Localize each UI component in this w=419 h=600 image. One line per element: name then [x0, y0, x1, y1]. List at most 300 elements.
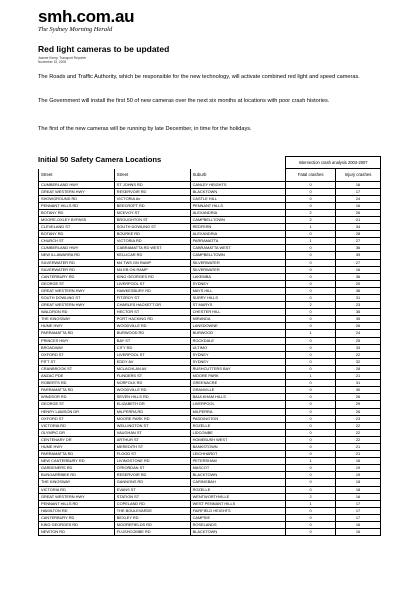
- camera-locations-table: [38, 156, 381, 536]
- suburb-cell: BANKSTOWN: [190, 443, 286, 450]
- cross-street-cell: FLUSHCOMBE RD: [114, 529, 190, 536]
- injury-crashes-cell: 28: [336, 231, 381, 238]
- cross-street-cell: CABRAMATTA RD WEST: [114, 245, 190, 252]
- suburb-cell: PETERSHAM: [190, 458, 286, 465]
- fatal-crashes-cell: 0: [286, 443, 336, 450]
- fatal-crashes-cell: 0: [286, 472, 336, 479]
- suburb-cell: BLACKTOWN: [190, 472, 286, 479]
- fatal-crashes-cell: 0: [286, 273, 336, 280]
- street-cell: PARRAMATTA RD: [39, 330, 115, 337]
- table-row: [39, 309, 381, 316]
- fatal-crashes-cell: 0: [286, 351, 336, 358]
- injury-crashes-cell: 26: [336, 209, 381, 216]
- column-header: Injury crashes: [336, 169, 381, 182]
- cross-street-cell: KING GEORGES RD: [114, 273, 190, 280]
- street-cell: OLYMPIC DR: [39, 429, 115, 436]
- table-row: [39, 295, 381, 302]
- table-row: [39, 529, 381, 536]
- fatal-crashes-cell: 0: [286, 280, 336, 287]
- injury-crashes-cell: 31: [336, 380, 381, 387]
- cross-street-cell: KELLICAR RD: [114, 252, 190, 259]
- cross-street-cell: M4 TWS ON RAMP: [114, 259, 190, 266]
- fatal-crashes-cell: 0: [286, 529, 336, 536]
- cross-street-cell: M4 EB ON RAMP: [114, 266, 190, 273]
- cross-street-cell: HECTOR ST: [114, 309, 190, 316]
- fatal-crashes-cell: 0: [286, 295, 336, 302]
- cross-street-cell: COPELAND RD: [114, 500, 190, 507]
- site-logo[interactable]: smh.com.au: [38, 7, 135, 26]
- suburb-cell: CHESTER HILL: [190, 309, 286, 316]
- fatal-crashes-cell: 0: [286, 202, 336, 209]
- table-row: [39, 401, 381, 408]
- fatal-crashes-cell: 0: [286, 365, 336, 372]
- fatal-crashes-cell: 0: [286, 401, 336, 408]
- cross-street-cell: NORFOLK RD: [114, 380, 190, 387]
- injury-crashes-cell: 16: [336, 493, 381, 500]
- table-row: [39, 181, 381, 188]
- injury-crashes-cell: 30: [336, 387, 381, 394]
- suburb-cell: REDFERN: [190, 224, 286, 231]
- table-row: [39, 507, 381, 514]
- suburb-cell: CAMPSIE: [190, 514, 286, 521]
- cross-street-cell: THE BOULEVARDE: [114, 507, 190, 514]
- cross-street-cell: WOODVILLE RD: [114, 387, 190, 394]
- table-row: [39, 252, 381, 259]
- street-cell: PITT ST: [39, 358, 115, 365]
- fatal-crashes-cell: 0: [286, 486, 336, 493]
- street-cell: HUME HWY: [39, 443, 115, 450]
- table-row: [39, 493, 381, 500]
- street-cell: CRANBROOK ST: [39, 365, 115, 372]
- injury-crashes-cell: 32: [336, 358, 381, 365]
- suburb-cell: CAMPBELLTOWN: [190, 252, 286, 259]
- suburb-cell: ROSELANDS: [190, 522, 286, 529]
- fatal-crashes-cell: 1: [286, 238, 336, 245]
- suburb-cell: ALEXANDRIA: [190, 231, 286, 238]
- street-cell: SILVERWATER RD: [39, 266, 115, 273]
- table-row: [39, 259, 381, 266]
- suburb-cell: ULTIMO: [190, 344, 286, 351]
- column-header: Street: [39, 169, 115, 182]
- suburb-cell: BURWOOD: [190, 330, 286, 337]
- suburb-cell: CASTLE HILL: [190, 195, 286, 202]
- column-header: Suburb: [190, 169, 286, 182]
- cross-street-cell: LIVERPOOL ST: [114, 280, 190, 287]
- suburb-cell: CANLEY HEIGHTS: [190, 181, 286, 188]
- cross-street-cell: MILPERRA RD: [114, 408, 190, 415]
- injury-crashes-cell: 22: [336, 436, 381, 443]
- suburb-cell: ALEXANDRIA: [190, 209, 286, 216]
- street-cell: WINDSOR RD: [39, 394, 115, 401]
- injury-crashes-cell: 22: [336, 351, 381, 358]
- table-row: [39, 380, 381, 387]
- fatal-crashes-cell: 0: [286, 344, 336, 351]
- cross-street-cell: GANNONS RD: [114, 479, 190, 486]
- cross-street-cell: STATION ST: [114, 493, 190, 500]
- table-row: [39, 500, 381, 507]
- fatal-crashes-cell: 0: [286, 436, 336, 443]
- fatal-crashes-cell: 1: [286, 224, 336, 231]
- suburb-cell: FAIRFIELD HEIGHTS: [190, 507, 286, 514]
- cross-street-cell: BOURKE RD: [114, 231, 190, 238]
- table-row: [39, 358, 381, 365]
- table-row: [39, 436, 381, 443]
- suburb-cell: LANSDOWNE: [190, 323, 286, 330]
- fatal-crashes-cell: 0: [286, 195, 336, 202]
- street-cell: NEWTON RD: [39, 529, 115, 536]
- fatal-crashes-cell: 0: [286, 380, 336, 387]
- street-cell: GEORGE ST: [39, 401, 115, 408]
- street-cell: CUMBERLAND HWY: [39, 181, 115, 188]
- table-row: [39, 429, 381, 436]
- suburb-cell: LIVERPOOL: [190, 401, 286, 408]
- cross-street-cell: BEECROFT RD: [114, 202, 190, 209]
- injury-crashes-cell: 36: [336, 309, 381, 316]
- injury-crashes-cell: 26: [336, 323, 381, 330]
- injury-crashes-cell: 34: [336, 224, 381, 231]
- fatal-crashes-cell: 0: [286, 514, 336, 521]
- cross-street-cell: BURWOOD RD: [114, 330, 190, 337]
- suburb-cell: CAMPBELLTOWN: [190, 216, 286, 223]
- fatal-crashes-cell: 0: [286, 245, 336, 252]
- table-row: [39, 266, 381, 273]
- street-cell: CHURCH ST: [39, 238, 115, 245]
- injury-crashes-cell: 29: [336, 401, 381, 408]
- suburb-cell: PENNANT HILLS: [190, 202, 286, 209]
- injury-crashes-cell: 27: [336, 238, 381, 245]
- suburb-cell: SILVERWATER: [190, 259, 286, 266]
- table-row: [39, 188, 381, 195]
- injury-crashes-cell: 16: [336, 458, 381, 465]
- street-cell: OXFORD ST: [39, 351, 115, 358]
- table-row: [39, 280, 381, 287]
- fatal-crashes-cell: 0: [286, 387, 336, 394]
- cross-street-cell: ST JOHNS RD: [114, 181, 190, 188]
- article-paragraph: The Government will install the first 50 of new cameras over the next six months at locations with poor crash histories.: [38, 98, 330, 104]
- table-row: [39, 479, 381, 486]
- street-cell: CLEVELAND ST: [39, 224, 115, 231]
- fatal-crashes-cell: 0: [286, 479, 336, 486]
- fatal-crashes-cell: 0: [286, 309, 336, 316]
- cross-street-cell: SOUTH DOWLING ST: [114, 224, 190, 231]
- cross-street-cell: EVANS ST: [114, 486, 190, 493]
- injury-crashes-cell: 21: [336, 451, 381, 458]
- street-cell: ANZAC PDE: [39, 373, 115, 380]
- fatal-crashes-cell: 0: [286, 394, 336, 401]
- cross-street-cell: HAWKESBURY RD: [114, 287, 190, 294]
- fatal-crashes-cell: 0: [286, 522, 336, 529]
- cross-street-cell: PORT HACKING RD: [114, 316, 190, 323]
- table-row: [39, 351, 381, 358]
- street-cell: CANTERBURY RD: [39, 273, 115, 280]
- fatal-crashes-cell: 0: [286, 415, 336, 422]
- fatal-crashes-cell: 2: [286, 302, 336, 309]
- table-row: [39, 330, 381, 337]
- suburb-cell: PARRAMATTA: [190, 238, 286, 245]
- street-cell: NEW ILLAWARRA RD: [39, 252, 115, 259]
- injury-crashes-cell: 16: [336, 529, 381, 536]
- suburb-cell: LIDCOMBE: [190, 429, 286, 436]
- street-cell: SOUTH DOWLING ST: [39, 295, 115, 302]
- table-row: [39, 451, 381, 458]
- cross-street-cell: MCEVOY ST: [114, 209, 190, 216]
- injury-crashes-cell: 28: [336, 365, 381, 372]
- street-cell: SHOWGROUND RD: [39, 195, 115, 202]
- street-cell: VICTORIA RD: [39, 486, 115, 493]
- injury-crashes-cell: 21: [336, 443, 381, 450]
- table-row: [39, 443, 381, 450]
- table-row: [39, 238, 381, 245]
- table-row: [39, 344, 381, 351]
- cross-street-cell: FLINDERS ST: [114, 373, 190, 380]
- byline-date: November 15, 2008: [38, 60, 66, 64]
- cross-street-cell: VICTORIA Av: [114, 195, 190, 202]
- street-cell: PENNANT HILLS RD: [39, 500, 115, 507]
- suburb-cell: PADDINGTON: [190, 415, 286, 422]
- injury-crashes-cell: 27: [336, 259, 381, 266]
- cross-street-cell: O'RIORDAN ST: [114, 465, 190, 472]
- suburb-cell: GRANVILLE: [190, 387, 286, 394]
- table-row: [39, 273, 381, 280]
- table-row: [39, 365, 381, 372]
- cross-street-cell: CITY RD: [114, 344, 190, 351]
- injury-crashes-cell: 16: [336, 181, 381, 188]
- injury-crashes-cell: 18: [336, 486, 381, 493]
- street-cell: CUMBERLAND HWY: [39, 245, 115, 252]
- injury-crashes-cell: 36: [336, 273, 381, 280]
- injury-crashes-cell: 19: [336, 465, 381, 472]
- cross-street-cell: FLOOD ST: [114, 451, 190, 458]
- table-row: [39, 195, 381, 202]
- suburb-cell: MILPERRA: [190, 408, 286, 415]
- fatal-crashes-cell: 0: [286, 287, 336, 294]
- injury-crashes-cell: 16: [336, 266, 381, 273]
- masthead: [38, 8, 134, 34]
- street-cell: GREAT WESTERN HWY: [39, 287, 115, 294]
- cross-street-cell: LIVINGSTONE RD: [114, 458, 190, 465]
- table-row: [39, 245, 381, 252]
- injury-crashes-cell: 16: [336, 522, 381, 529]
- byline-author: Joanne Kemp, Transport Reporter: [38, 56, 87, 60]
- suburb-cell: ROCKDALE: [190, 337, 286, 344]
- suburb-cell: CARINGBAH: [190, 479, 286, 486]
- injury-crashes-cell: 25: [336, 337, 381, 344]
- suburb-cell: BLACKTOWN: [190, 188, 286, 195]
- suburb-cell: SURRY HILLS: [190, 295, 286, 302]
- suburb-cell: CABRAMATTA WEST: [190, 245, 286, 252]
- fatal-crashes-cell: 0: [286, 422, 336, 429]
- fatal-crashes-cell: 1: [286, 500, 336, 507]
- table-row: [39, 337, 381, 344]
- street-cell: GARDENERS RD: [39, 465, 115, 472]
- table-row: [39, 458, 381, 465]
- injury-crashes-cell: 24: [336, 195, 381, 202]
- suburb-cell: SYDNEY: [190, 358, 286, 365]
- street-cell: GREAT WESTERN HWY: [39, 188, 115, 195]
- injury-crashes-cell: 22: [336, 429, 381, 436]
- table-row: [39, 224, 381, 231]
- suburb-cell: SYDNEY: [190, 351, 286, 358]
- street-cell: SILVERWATER RD: [39, 259, 115, 266]
- fatal-crashes-cell: 0: [286, 408, 336, 415]
- injury-crashes-cell: 19: [336, 472, 381, 479]
- cross-street-cell: RESERVOIR RD: [114, 472, 190, 479]
- table-row: [39, 408, 381, 415]
- cross-street-cell: CHARLES HACKETT DR: [114, 302, 190, 309]
- fatal-crashes-cell: 0: [286, 188, 336, 195]
- fatal-crashes-cell: 0: [286, 451, 336, 458]
- injury-crashes-cell: 35: [336, 316, 381, 323]
- suburb-cell: SYDNEY: [190, 280, 286, 287]
- fatal-crashes-cell: 0: [286, 358, 336, 365]
- street-cell: NEW CANTERBURY RD: [39, 458, 115, 465]
- street-cell: PRINCES HWY: [39, 337, 115, 344]
- fatal-crashes-cell: 0: [286, 507, 336, 514]
- suburb-cell: WEST PENNANT HILLS: [190, 500, 286, 507]
- injury-crashes-cell: 16: [336, 202, 381, 209]
- fatal-crashes-cell: 0: [286, 231, 336, 238]
- table-group-header: Intersection crash analysis 2003-2007: [286, 157, 381, 169]
- cross-street-cell: ELIZABETH DR: [114, 401, 190, 408]
- injury-crashes-cell: 33: [336, 344, 381, 351]
- injury-crashes-cell: 23: [336, 302, 381, 309]
- cross-street-cell: WELLINGTON ST: [114, 422, 190, 429]
- cross-street-cell: MEREDITH ST: [114, 443, 190, 450]
- cross-street-cell: VICTORIA RD: [114, 238, 190, 245]
- street-cell: VICTORIA RD: [39, 422, 115, 429]
- injury-crashes-cell: 31: [336, 295, 381, 302]
- cross-street-cell: RESERVOIR RD: [114, 188, 190, 195]
- cross-street-cell: MOOREFIELDS RD: [114, 522, 190, 529]
- newspaper-name: The Sydney Morning Herald: [38, 26, 113, 33]
- street-cell: HAMILTON RD: [39, 507, 115, 514]
- table-row: [39, 472, 381, 479]
- suburb-cell: BAULKHAM HILLS: [190, 394, 286, 401]
- street-cell: ROBERTS RD: [39, 380, 115, 387]
- column-header: Fatal crashes: [286, 169, 336, 182]
- suburb-cell: GREENACRE: [190, 380, 286, 387]
- table-row: [39, 522, 381, 529]
- fatal-crashes-cell: 2: [286, 216, 336, 223]
- suburb-cell: ROZELLE: [190, 486, 286, 493]
- street-cell: PARRAMATTA RD: [39, 451, 115, 458]
- table-header-row: [39, 169, 381, 182]
- street-cell: THE KINGSWAY: [39, 479, 115, 486]
- suburb-cell: RUSHCUTTERS BAY: [190, 365, 286, 372]
- table-row: [39, 316, 381, 323]
- injury-crashes-cell: 26: [336, 408, 381, 415]
- injury-crashes-cell: 20: [336, 280, 381, 287]
- injury-crashes-cell: 24: [336, 330, 381, 337]
- suburb-cell: SILVERWATER: [190, 266, 286, 273]
- cross-street-cell: BROUGHTON ST: [114, 216, 190, 223]
- suburb-cell: BLACKTOWN: [190, 529, 286, 536]
- table-row: [39, 302, 381, 309]
- table-row: [39, 422, 381, 429]
- suburb-cell: WENTWORTHVILLE: [190, 493, 286, 500]
- table-row: [39, 202, 381, 209]
- table-row: [39, 486, 381, 493]
- injury-crashes-cell: 22: [336, 422, 381, 429]
- suburb-cell: MOORE PARK: [190, 373, 286, 380]
- injury-crashes-cell: 36: [336, 245, 381, 252]
- article-paragraph: The first of the new cameras will be running by late December, in time for the holidays.: [38, 126, 252, 132]
- street-cell: BROADWAY: [39, 344, 115, 351]
- cross-street-cell: VAUGHAN ST: [114, 429, 190, 436]
- injury-crashes-cell: 26: [336, 394, 381, 401]
- column-header: Street: [114, 169, 190, 182]
- fatal-crashes-cell: 0: [286, 323, 336, 330]
- table-row: [39, 373, 381, 380]
- injury-crashes-cell: 36: [336, 287, 381, 294]
- injury-crashes-cell: 21: [336, 373, 381, 380]
- street-cell: CANTERBURY RD: [39, 514, 115, 521]
- cross-street-cell: BAY ST: [114, 337, 190, 344]
- table-row: [39, 287, 381, 294]
- cross-street-cell: EDDY AV: [114, 358, 190, 365]
- fatal-crashes-cell: 0: [286, 337, 336, 344]
- suburb-cell: MAYS HILL: [190, 287, 286, 294]
- cross-street-cell: ARTHUR ST: [114, 436, 190, 443]
- injury-crashes-cell: 23: [336, 415, 381, 422]
- injury-crashes-cell: 17: [336, 500, 381, 507]
- article-headline: Red light cameras to be updated: [38, 44, 170, 54]
- table-row: [39, 323, 381, 330]
- fatal-crashes-cell: 2: [286, 209, 336, 216]
- fatal-crashes-cell: 0: [286, 181, 336, 188]
- street-cell: PENNANT HILLS RD: [39, 202, 115, 209]
- fatal-crashes-cell: 2: [286, 493, 336, 500]
- fatal-crashes-cell: 0: [286, 259, 336, 266]
- injury-crashes-cell: 39: [336, 252, 381, 259]
- suburb-cell: LAKEMBA: [190, 273, 286, 280]
- street-cell: KING GEORGES RD: [39, 522, 115, 529]
- fatal-crashes-cell: 1: [286, 458, 336, 465]
- fatal-crashes-cell: 0: [286, 465, 336, 472]
- cross-street-cell: MCLACHLAN AV: [114, 365, 190, 372]
- cross-street-cell: SEVEN HILLS RD: [114, 394, 190, 401]
- suburb-cell: MASCOT: [190, 465, 286, 472]
- article-byline: [38, 56, 86, 64]
- article-paragraph: The Roads and Traffic Authority, which be responsible for the new technology, will activate combined red light and speed cameras.: [38, 74, 360, 80]
- cross-street-cell: BEXLEY RD: [114, 514, 190, 521]
- street-cell: MOORE-OXLEY BYPASS: [39, 216, 115, 223]
- street-cell: GREAT WESTERN HWY: [39, 302, 115, 309]
- suburb-cell: MIRANDA: [190, 316, 286, 323]
- street-cell: BOTANY RD: [39, 231, 115, 238]
- fatal-crashes-cell: 1: [286, 330, 336, 337]
- street-cell: OXFORD ST: [39, 415, 115, 422]
- street-cell: CENTENARY DR: [39, 436, 115, 443]
- table-row: [39, 216, 381, 223]
- street-cell: PARRAMATTA RD: [39, 387, 115, 394]
- fatal-crashes-cell: 0: [286, 429, 336, 436]
- fatal-crashes-cell: 0: [286, 252, 336, 259]
- street-cell: HUME HWY: [39, 323, 115, 330]
- table-row: [39, 465, 381, 472]
- street-cell: HENRY LAWSON DR: [39, 408, 115, 415]
- cross-street-cell: WOODVILLE RD: [114, 323, 190, 330]
- suburb-cell: ROZELLE: [190, 422, 286, 429]
- injury-crashes-cell: 18: [336, 479, 381, 486]
- injury-crashes-cell: 17: [336, 188, 381, 195]
- street-cell: THE KINGSWAY: [39, 316, 115, 323]
- table-row: [39, 387, 381, 394]
- cross-street-cell: FITZROY ST: [114, 295, 190, 302]
- cross-street-cell: LIVERPOOL ST: [114, 351, 190, 358]
- street-cell: GEORGE ST: [39, 280, 115, 287]
- suburb-cell: LEICHHARDT: [190, 451, 286, 458]
